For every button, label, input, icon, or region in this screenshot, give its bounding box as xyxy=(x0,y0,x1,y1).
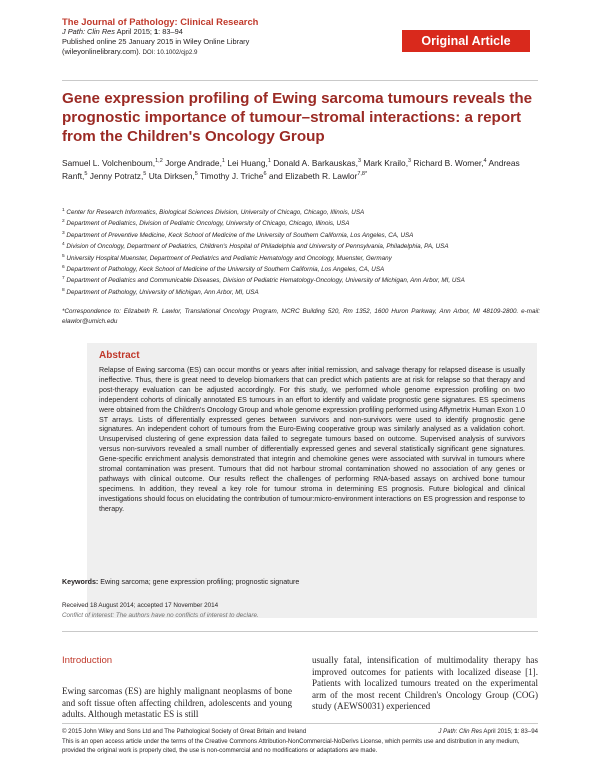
author-name xyxy=(62,158,163,168)
author-name xyxy=(165,158,225,168)
author-name xyxy=(90,171,147,181)
author-name-text: and Elizabeth R. Lawlor xyxy=(268,171,358,182)
author-name-text: Lei Huang, xyxy=(227,157,268,168)
affiliation-text: Department of Pathology, University of Michigan, Ann Arbor, MI, USA xyxy=(64,288,259,296)
keywords xyxy=(62,577,538,587)
doi-text: DOI: 10.1002/cjp2.9 xyxy=(140,49,198,56)
affiliation-number: 7 xyxy=(62,276,65,282)
correspondence-note: *Correspondence to: Elizabeth R. Lawlor, Translational Oncology Program, NCRC Building 520, Rm 1352, 1600 Huron Parkway, Ann Arbor, MI 48109-2800. e-mail: elawlor@umich.edu xyxy=(62,308,540,325)
footer-citation-abbrev: J Path: Clin Res xyxy=(438,728,483,735)
introduction-right-column: usually fatal, intensification of multimodality therapy has improved outcomes for patients with localized disease [1]. Patients with localized tumours treated on the experimental arm of the most recent Children's Oncology Group (COG) study (AEWS0031) experienced xyxy=(312,655,538,712)
footer-citation-date: April 2015; xyxy=(482,728,515,735)
abstract-heading: Abstract xyxy=(99,350,140,361)
author-name-text: Donald A. Barkauskas, xyxy=(273,157,358,168)
footer-divider xyxy=(62,723,538,724)
introduction-left-column: Ewing sarcomas (ES) are highly malignant neoplasms of bone and soft tissue often affecting children, adolescents and young adults. Although metastatic ES is still xyxy=(62,686,292,720)
author-name xyxy=(363,158,411,168)
article-title: Gene expression profiling of Ewing sarcoma tumours reveals the prognostic importance of tumour–stromal interactions: a report from the Children's Oncology Group xyxy=(62,90,533,145)
footer-citation-volume: 1 xyxy=(514,728,518,735)
journal-header xyxy=(62,16,402,58)
affiliation-number: 4 xyxy=(62,242,65,248)
citation-abbrev: J Path: Clin Res xyxy=(62,27,115,36)
citation-volume: 1 xyxy=(154,27,159,36)
section-divider xyxy=(62,631,538,632)
conflict-of-interest: Conflict of interest: The authors have no conflicts of interest to declare. xyxy=(62,612,259,619)
received-dates: Received 18 August 2014; accepted 17 November 2014 xyxy=(62,602,219,609)
article-type-badge: Original Article xyxy=(402,30,530,52)
author-name-text: Richard B. Womer, xyxy=(413,157,484,168)
affiliation-text: Center for Research Informatics, Biological Sciences Division, University of Chicago, Chicago, Illinois, USA xyxy=(64,209,365,217)
affiliation-text: Department of Pediatrics and Communicable Diseases, Division of Pediatric Hematology-Oncology, University of Michigan, Ann Arbor, MI, USA xyxy=(64,277,465,285)
affiliation-number: 3 xyxy=(62,230,65,236)
citation-pages: : 83–94 xyxy=(158,27,183,36)
author-name-text: Uta Dirksen, xyxy=(148,171,195,182)
footer-citation-pages: : 83–94 xyxy=(517,728,538,735)
affiliation-item xyxy=(62,252,542,263)
author-name-text: Jenny Potratz, xyxy=(89,171,144,182)
abstract-text: Relapse of Ewing sarcoma (ES) can occur months or years after initial remission, and salvage therapy for relapsed disease is usually ineffective. Thus, there is great need to develop biomarkers that can predict which patients are at risk for relapse so that therapy and post-therapy evaluation can be adjusted accordingly. For this study, we performed whole genome expression profiling on two independent cohorts of clinically annotated ES tumours in an effort to identify and validate prognostic gene signatures. ES specimens were obtained from the Children's Oncology Group and whole genome expression profiling performed using Affymetrix Human Exon 1.0 ST arrays. Lists of differentially expressed genes between survivors and non-survivors were used to identify prognostic gene signatures. An independent cohort of tumours from the Euro-Ewing cooperative group was similarly analysed as a validation cohort. Unsupervised clustering of gene expression data failed to segregate tumours based on outcome. Supervised analysis of survivors versus non-survivors revealed a small number of differentially expressed genes and several statistically significant gene signatures. Gene-specific enrichment analysis demonstrated that integrin and chemokine genes were associated with survival in tumours where stromal contamination was present. Tumours that did not harbour stromal contamination showed no association of any genes or pathways with clinical outcome. Our results reflect the challenges of performing RNA-based assays on archived bone tumour specimens. In addition, they reveal a key role for tumour stroma in determining ES prognosis. Future biological and clinical investigations should focus on elucidating the contribution of tumour:micro-environment interactions on ES progression and response to therapy. xyxy=(99,366,525,513)
affiliation-text: Department of Preventive Medicine, Keck School of Medicine of the University of Southern California, Los Angeles, CA, USA xyxy=(64,231,414,239)
journal-url-link[interactable]: (wileyonlinelibrary.com). xyxy=(62,47,141,56)
author-name-text: Jorge Andrade, xyxy=(165,157,222,168)
keywords-label: Keywords: xyxy=(62,578,99,586)
author-list xyxy=(62,156,542,183)
affiliation-number: 1 xyxy=(62,208,65,213)
author-affiliation-marker: 5 xyxy=(143,171,147,178)
affiliation-text: University Hospital Muenster, Department of Pediatrics and Pediatric Hematology and Oncology, Muenster, Germany xyxy=(64,254,392,262)
affiliation-item xyxy=(62,286,542,297)
affiliation-text: Department of Pediatrics, Division of Pediatric Oncology, University of Chicago, Chicago, Illinois, USA xyxy=(64,220,350,228)
citation-date: April 2015; xyxy=(115,27,155,36)
affiliation-number: 2 xyxy=(62,219,65,225)
affiliation-item xyxy=(62,206,542,217)
footer-row xyxy=(62,727,538,737)
affiliation-number: 8 xyxy=(62,287,65,293)
author-name xyxy=(149,171,198,181)
affiliation-item xyxy=(62,229,542,240)
affiliation-number: 5 xyxy=(62,253,65,259)
author-name xyxy=(413,158,486,168)
keywords-text: Ewing sarcoma; gene expression profiling; prognostic signature xyxy=(98,578,300,586)
author-name xyxy=(227,158,271,168)
author-affiliation-marker: 5 xyxy=(194,171,198,178)
author-name-text: Samuel L. Volchenboum, xyxy=(62,157,156,168)
introduction-heading: Introduction xyxy=(62,655,113,666)
affiliation-item xyxy=(62,217,542,228)
author-affiliation-marker: 1 xyxy=(267,158,271,164)
author-affiliation-marker: 1,2 xyxy=(155,158,163,164)
author-name xyxy=(200,171,267,181)
affiliation-text: Department of Pathology, Keck School of Medicine of the University of Southern California, Los Angeles, CA, USA xyxy=(64,266,385,274)
author-affiliation-marker: 3 xyxy=(408,158,412,164)
author-name xyxy=(273,158,361,168)
author-affiliation-marker: 3 xyxy=(357,158,362,164)
author-affiliation-marker: 1 xyxy=(221,158,225,164)
affiliation-item xyxy=(62,274,542,285)
doi-line xyxy=(62,47,402,58)
license-text: This is an open access article under the terms of the Creative Commons Attribution-NonCommercial-NoDerivs License, which permits use and distribution in any medium, provided the original work is properly cited, the use is non-commercial and no modifications or adaptations are made. xyxy=(62,738,520,754)
author-name-text: Mark Krailo, xyxy=(363,157,409,168)
affiliation-number: 6 xyxy=(62,264,65,270)
affiliation-item xyxy=(62,263,542,274)
author-affiliation-marker: 7,8* xyxy=(357,171,368,178)
header-divider xyxy=(62,80,538,81)
affiliation-list xyxy=(62,206,542,297)
footer-citation xyxy=(438,727,538,736)
author-affiliation-marker: 4 xyxy=(483,158,487,164)
published-line: Published online 25 January 2015 in Wiley Online Library xyxy=(62,37,250,46)
author-name-text: Timothy J. Triche xyxy=(200,171,264,182)
author-affiliation-marker: 6 xyxy=(263,171,267,178)
page-footer xyxy=(62,727,538,755)
footer-copyright: © 2015 John Wiley and Sons Ltd and The Pathological Society of Great Britain and Ireland xyxy=(62,728,307,735)
journal-name: The Journal of Pathology: Clinical Research xyxy=(62,16,259,27)
affiliation-text: Division of Oncology, Department of Pediatrics, Children's Hospital of Philadelphia and University of Pennsylvania, Philadelphia, PA, USA xyxy=(64,243,449,251)
author-name xyxy=(269,171,367,181)
journal-citation xyxy=(62,27,402,37)
author-name-text: Andreas Ranft, xyxy=(62,157,520,182)
author-affiliation-marker: 5 xyxy=(84,171,88,178)
affiliation-item xyxy=(62,240,542,251)
